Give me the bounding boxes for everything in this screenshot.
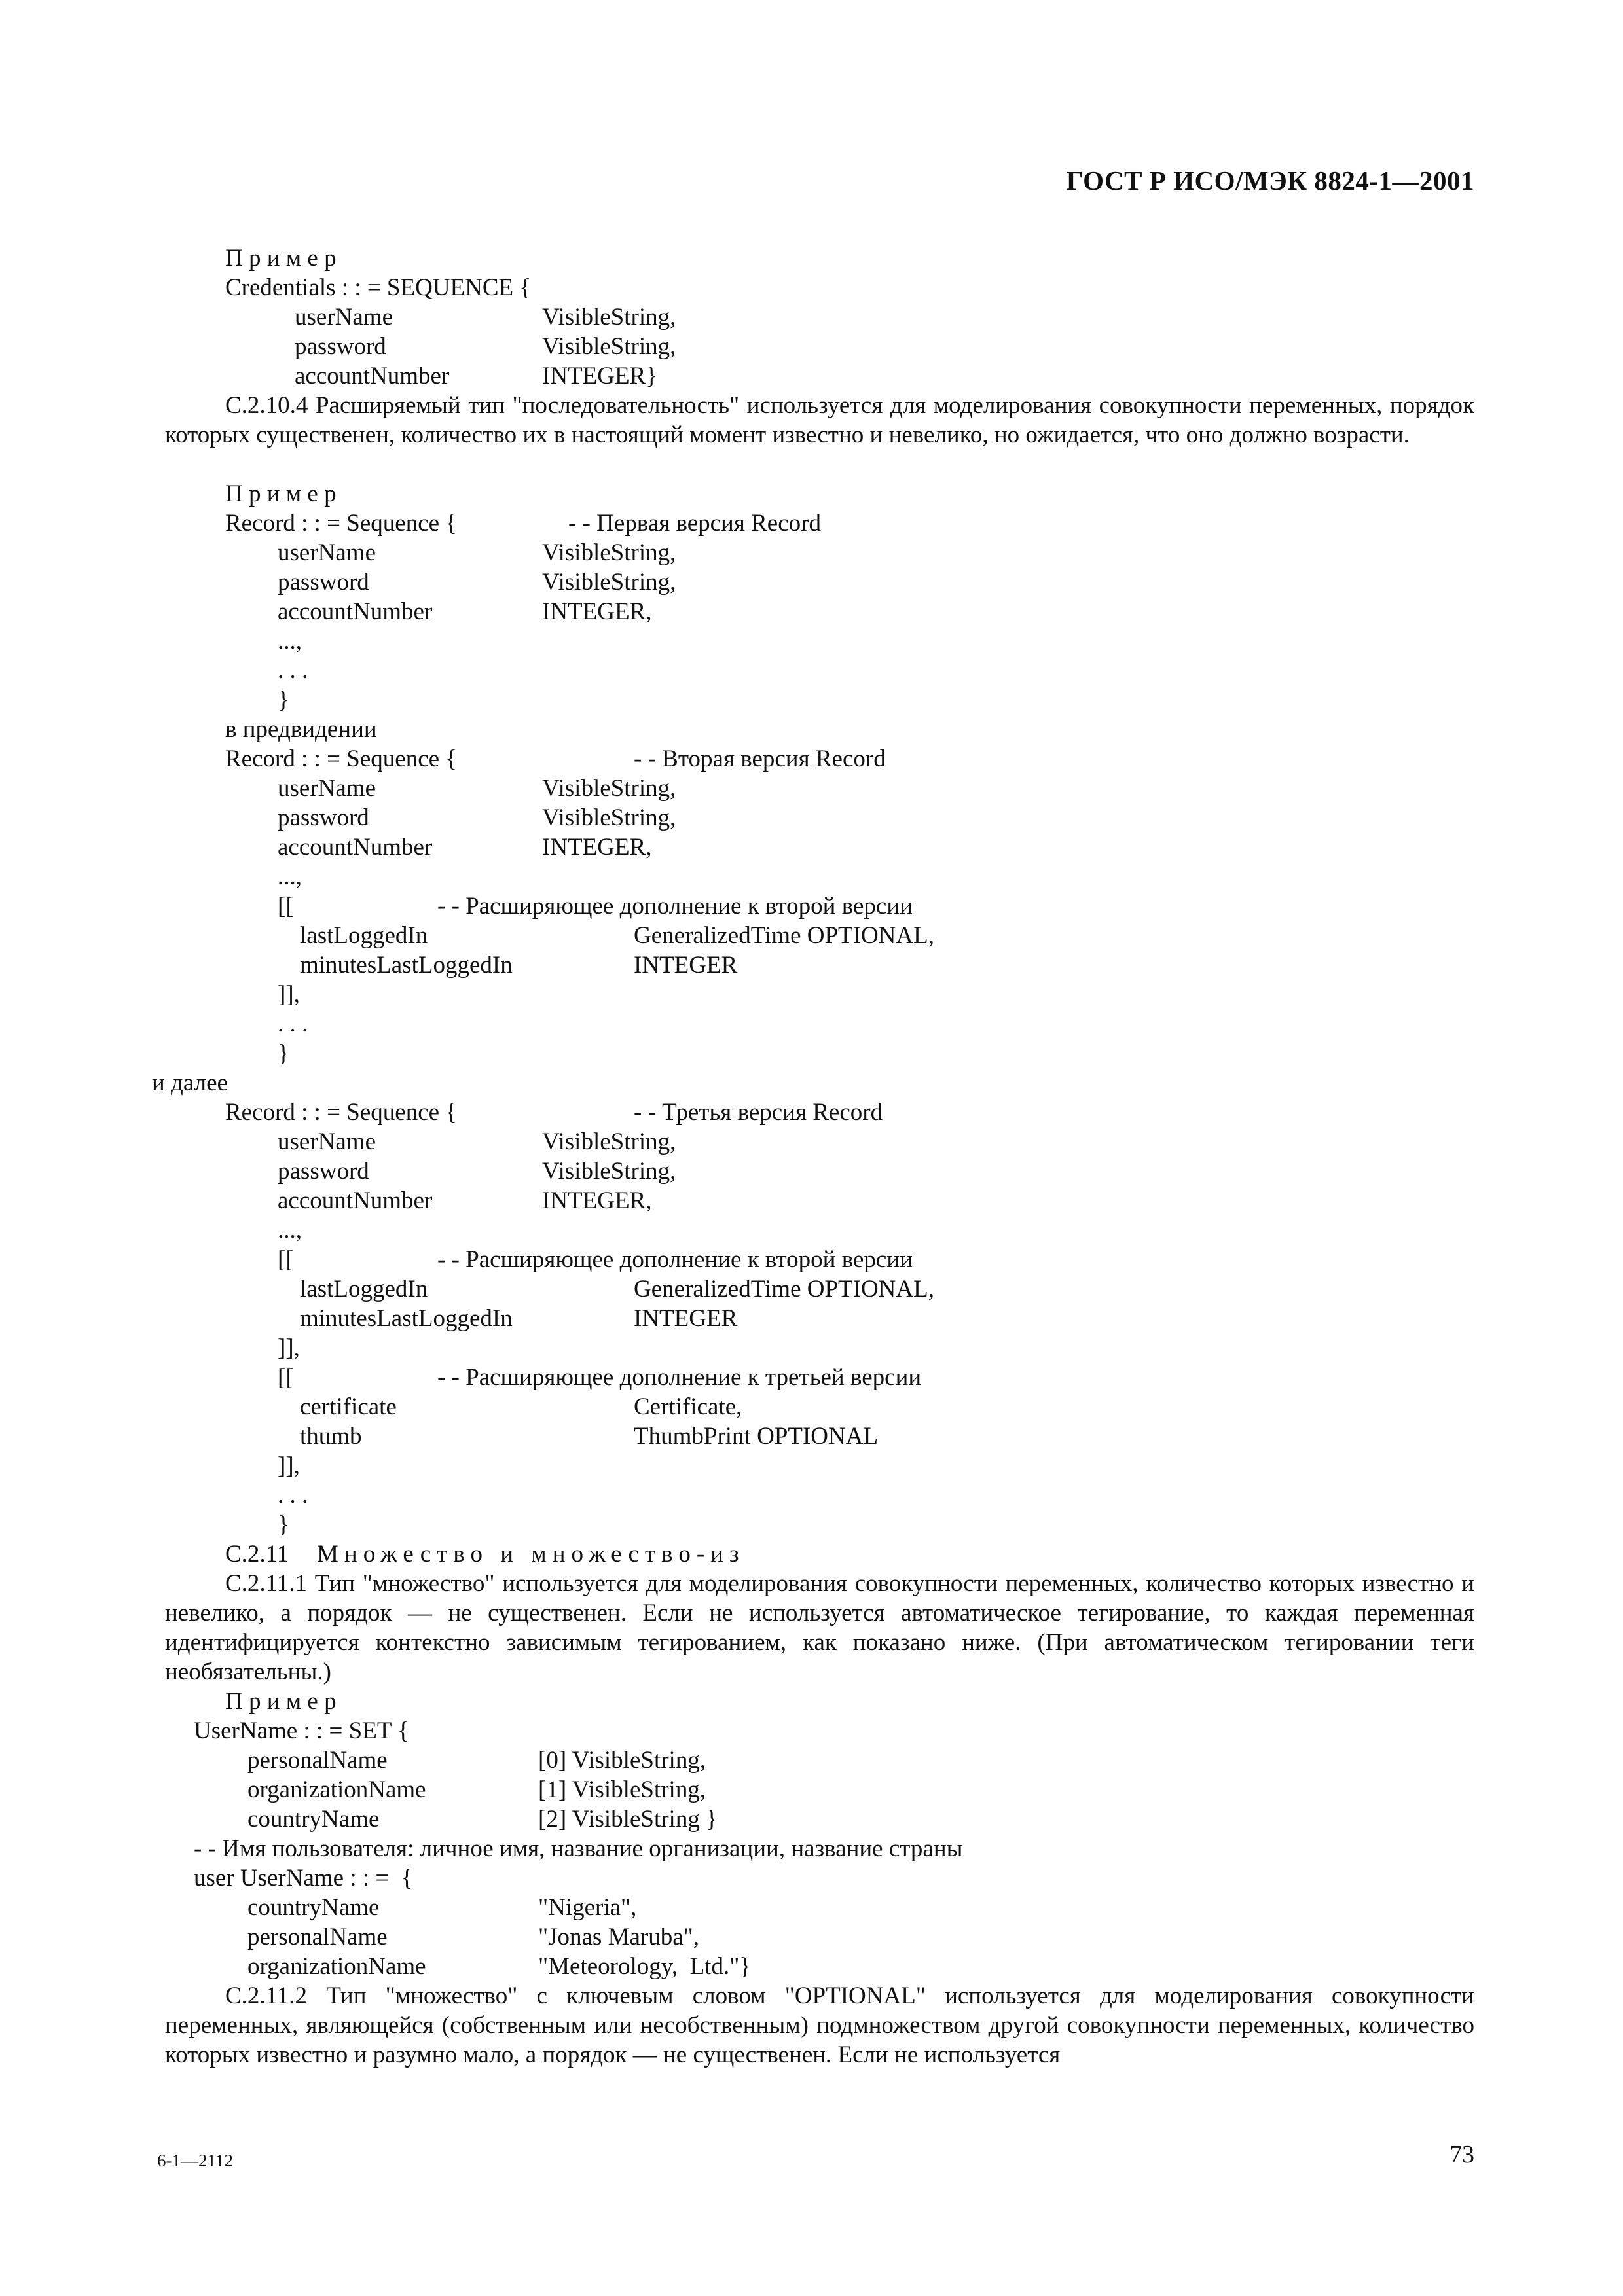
paragraph-c2111: C.2.11.1 Тип "множество" используется для моделирования совокупности переменных, количество которых известно и невелико, а порядок — не существенен. Если не используется автоматическое тегирование, то каждая переменная идентифицируется контекстно зависимым тегированием, как показано ниже. (При автоматическом тегировании теги необязательны.) <box>165 1570 1474 1685</box>
page-number: 73 <box>1450 2141 1474 2168</box>
paragraph-c2104: C.2.10.4 Расширяемый тип "последовательность" используется для моделирования совокупности переменных, порядок которых существенен, количество их в настоящий момент известно и невелико, но ожидается, что оно должно возрасти. <box>165 392 1474 448</box>
paragraph-c2112: C.2.11.2 Тип "множество" с ключевым словом "OPTIONAL" используется для моделирования совокупности переменных, являющейся (собственным или несобственным) подмножеством другой совокупности переменных, количество которых известно и разумно мало, а порядок — не существенен. Если не используется <box>165 1982 1474 2068</box>
document-header: ГОСТ Р ИСО/МЭК 8824-1—2001 <box>1066 166 1474 196</box>
print-code: 6-1—2112 <box>157 2151 233 2170</box>
